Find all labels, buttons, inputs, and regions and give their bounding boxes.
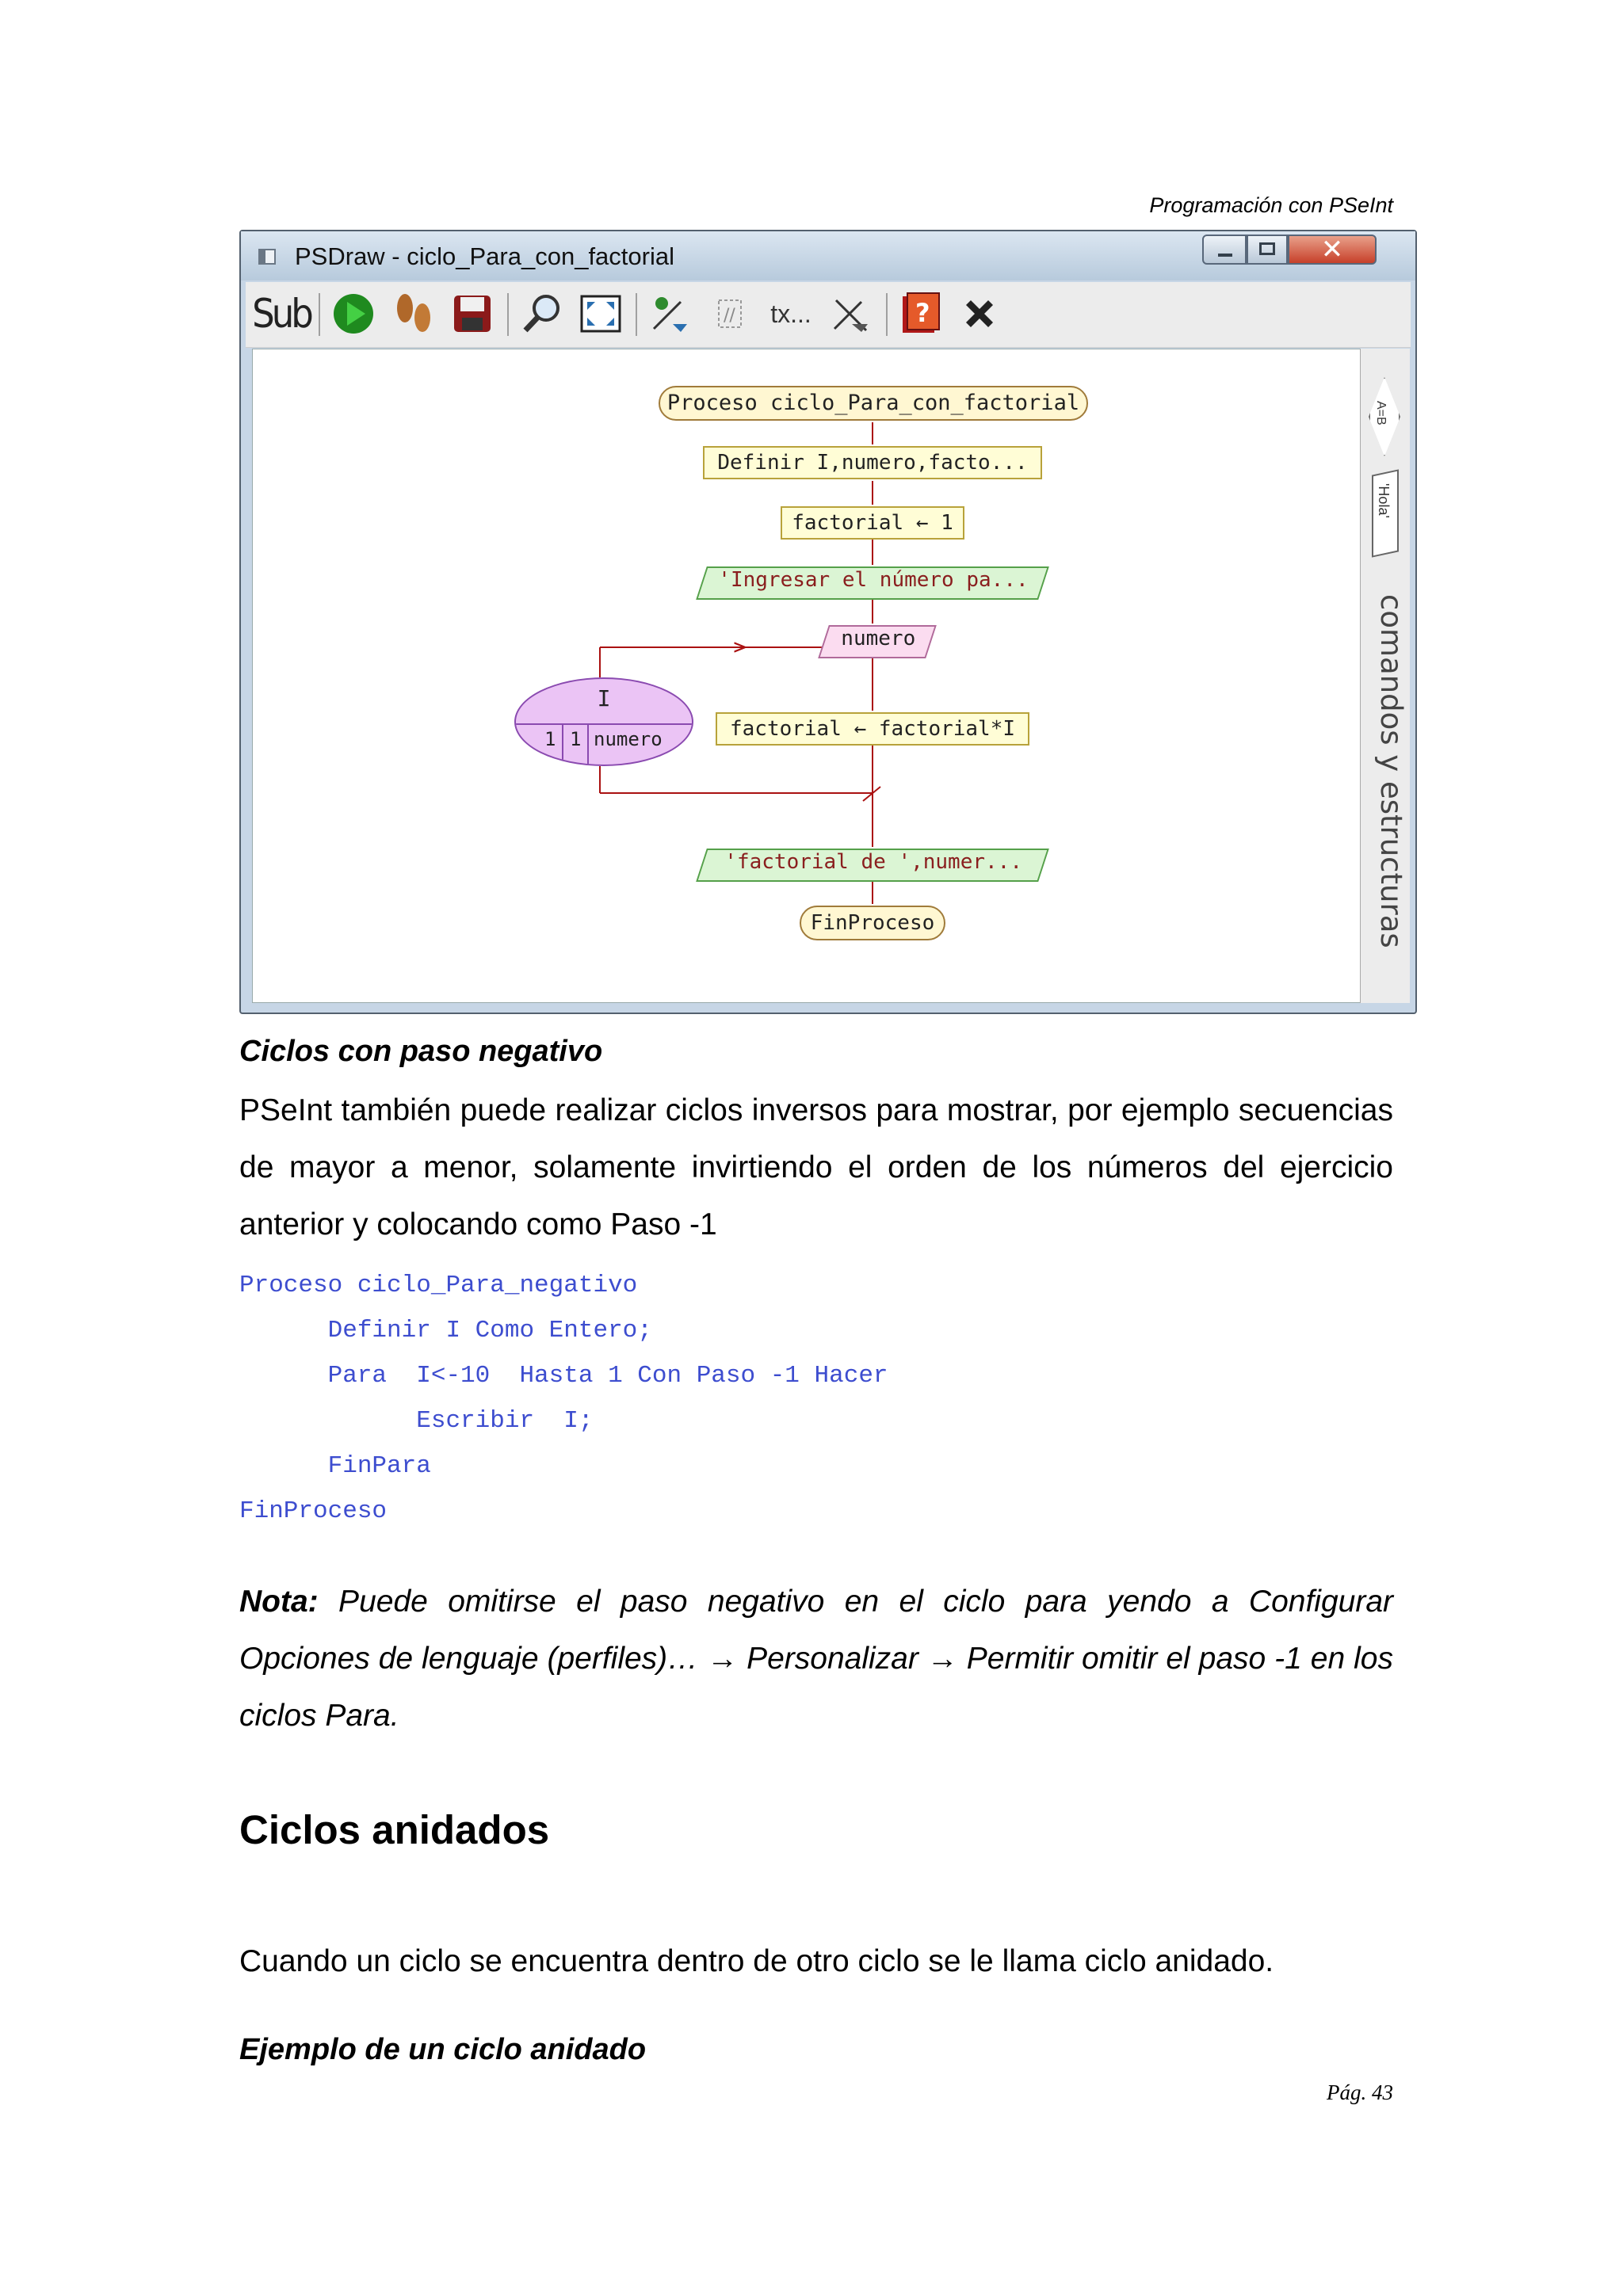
flow-input[interactable]: [818, 625, 937, 658]
fit-button[interactable]: [575, 288, 626, 339]
flow-loop[interactable]: [514, 677, 693, 766]
code-block: [239, 1263, 888, 1534]
flow-body[interactable]: [716, 712, 1029, 746]
note-paragraph: [239, 1573, 1393, 1745]
code-line: Escribir I;: [239, 1407, 594, 1435]
zoom-icon: [521, 292, 563, 335]
flowchart-canvas[interactable]: [252, 349, 1385, 1003]
section-heading-nested-loops: Ciclos anidados: [239, 1807, 550, 1852]
code-line: FinProceso: [239, 1497, 388, 1525]
flow-output-1[interactable]: [696, 566, 1049, 600]
text-icon: tx...: [770, 299, 812, 328]
flow-assign-label: factorial ← 1: [792, 511, 953, 535]
decision-shape-label: A=B: [1374, 401, 1388, 425]
close-tool-icon: [960, 294, 999, 334]
flow-assign[interactable]: [781, 506, 964, 540]
window-title: PSDraw - ciclo_Para_con_factorial: [295, 242, 674, 270]
close-icon: ✕: [1320, 235, 1344, 265]
minimize-button[interactable]: [1202, 235, 1247, 265]
comment-icon: [708, 292, 750, 335]
flow-loop-end: numero: [594, 728, 663, 750]
code-line: Proceso ciclo_Para_negativo: [239, 1272, 638, 1299]
section-heading-negative-step: Ciclos con paso negativo: [239, 1035, 603, 1068]
save-icon: [451, 292, 494, 335]
code-line: FinPara: [239, 1452, 431, 1480]
fit-icon: [579, 292, 622, 335]
negative-step-paragraph: PSeInt también puede realizar ciclos inversos para mostrar, por ejemplo secuencias de mayor a menor, solamente invirtiendo el orden de los números del ejercicio anterior y colocando como Paso -1: [239, 1093, 1393, 1241]
help-button[interactable]: [896, 288, 946, 339]
sub-icon: Sub: [252, 291, 311, 337]
zoom-button[interactable]: [517, 288, 567, 339]
remove-button[interactable]: [826, 288, 876, 339]
run-button[interactable]: [328, 288, 379, 339]
close-button[interactable]: [1288, 235, 1377, 265]
flow-define-label: Definir I,numero,facto...: [717, 451, 1028, 475]
flow-loop-start: 1: [544, 728, 556, 750]
step-icon: [392, 291, 435, 337]
run-icon: [332, 292, 375, 335]
commands-panel-label: comandos y estructuras: [1374, 594, 1408, 948]
commands-panel[interactable]: [1360, 349, 1410, 1003]
nested-loops-paragraph: Cuando un ciclo se encuentra dentro de otro ciclo se le llama ciclo anidado.: [239, 1944, 1274, 1978]
comment-button[interactable]: [704, 288, 754, 339]
running-header: Programación con PSeInt: [1149, 193, 1393, 217]
flow-loop-var: I: [597, 685, 611, 711]
flow-input-label: numero: [841, 627, 916, 650]
flow-body-label: factorial ← factorial*I: [729, 717, 1016, 741]
flow-output-2[interactable]: [696, 849, 1049, 882]
close-tool-button[interactable]: [954, 288, 1005, 339]
maximize-button[interactable]: [1247, 235, 1288, 265]
flow-output-2-label: 'factorial de ',numer...: [724, 850, 1023, 874]
sub-button[interactable]: [252, 288, 311, 339]
edit-button[interactable]: [645, 288, 696, 339]
flow-start[interactable]: [659, 386, 1088, 421]
step-button[interactable]: [388, 288, 439, 339]
svg-text://: //: [724, 306, 735, 326]
text-button[interactable]: [761, 288, 821, 339]
help-icon: [899, 292, 942, 336]
page-number: Pág. 43: [1327, 2081, 1393, 2104]
flow-loop-step: 1: [570, 728, 582, 750]
code-line: Para I<-10 Hasta 1 Con Paso -1 Hacer: [239, 1362, 888, 1390]
flow-define[interactable]: [703, 446, 1042, 479]
toolbar: [246, 282, 1411, 348]
flow-end-label: FinProceso: [810, 911, 935, 935]
edit-icon: [649, 292, 692, 335]
maximize-icon: [1259, 242, 1275, 255]
example-heading: Ejemplo de un ciclo anidado: [239, 2033, 647, 2066]
remove-icon: [830, 292, 873, 335]
svg-text:?: ?: [915, 298, 930, 328]
flow-start-label: Proceso ciclo_Para_con_factorial: [666, 391, 1080, 415]
save-button[interactable]: [447, 288, 498, 339]
flow-end[interactable]: [800, 906, 945, 940]
minimize-icon: [1218, 254, 1232, 257]
note-text: Puede omitirse el paso negativo en el ciclo para yendo a Configurar Opciones de lenguaje (perfiles)… → Personalizar → Permitir omitir el paso -1 en los ciclos Para.: [239, 1585, 1393, 1733]
flow-output-1-label: 'Ingresar el número pa...: [718, 568, 1029, 592]
output-shape-label: 'Hola': [1376, 483, 1392, 518]
app-icon: [258, 249, 276, 265]
note-label: Nota:: [239, 1585, 319, 1619]
code-line: Definir I Como Entero;: [239, 1317, 652, 1344]
psdraw-window: [239, 230, 1417, 1014]
